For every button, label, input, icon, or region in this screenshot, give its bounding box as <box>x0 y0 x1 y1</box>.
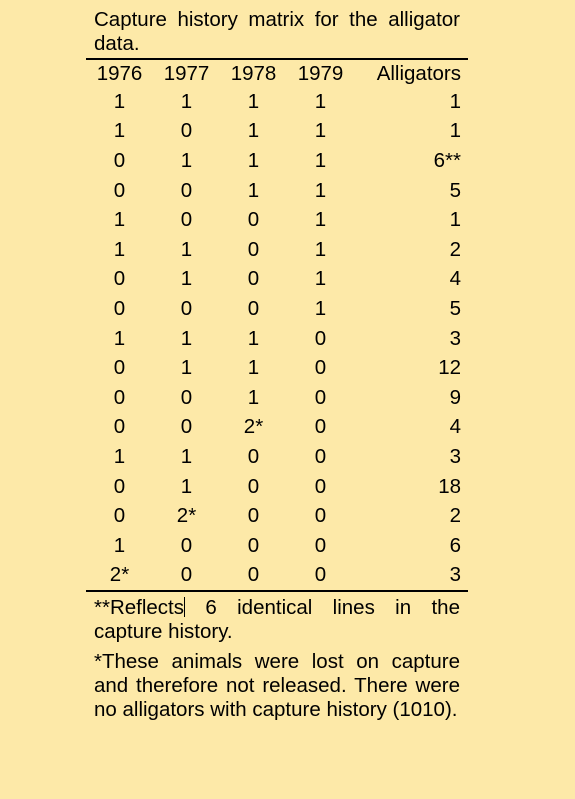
cell-year-1977: 0 <box>180 178 193 202</box>
cell-year-1979: 1 <box>314 208 327 232</box>
cell-alligators: 6** <box>433 148 461 172</box>
table-row <box>86 87 468 117</box>
cell-year-1977: 1 <box>180 237 193 261</box>
cell-year-1979: 0 <box>314 356 327 380</box>
cell-year-1979: 0 <box>314 385 327 409</box>
cell-alligators: 5 <box>449 296 461 320</box>
cell-year-1978: 2* <box>243 415 264 439</box>
cell-alligators: 9 <box>449 385 461 409</box>
table-body <box>86 87 468 590</box>
header-1979: 1979 <box>297 61 344 85</box>
cell-alligators: 18 <box>438 474 461 498</box>
cell-year-1977: 2* <box>176 504 197 528</box>
header-1978: 1978 <box>230 61 277 85</box>
table-caption: Capture history matrix for the alligator data. <box>94 8 460 55</box>
table-row <box>86 294 468 324</box>
table-row <box>86 205 468 235</box>
table-row <box>86 324 468 354</box>
cell-alligators: 1 <box>449 119 461 143</box>
header-1977: 1977 <box>163 61 210 85</box>
table-row <box>86 235 468 265</box>
cell-year-1978: 1 <box>247 148 260 172</box>
cell-year-1977: 0 <box>180 563 193 587</box>
cell-year-1976: 0 <box>113 415 126 439</box>
table-row <box>86 117 468 147</box>
header-alligators: Alligators <box>376 61 461 85</box>
cell-year-1976: 0 <box>113 385 126 409</box>
cell-year-1978: 0 <box>247 563 260 587</box>
cell-year-1979: 1 <box>314 89 327 113</box>
cell-year-1977: 0 <box>180 533 193 557</box>
cell-year-1978: 0 <box>247 533 260 557</box>
cell-year-1977: 0 <box>180 208 193 232</box>
cell-year-1977: 1 <box>180 356 193 380</box>
table-row <box>86 442 468 472</box>
cell-year-1976: 1 <box>113 119 126 143</box>
cell-year-1976: 1 <box>113 533 126 557</box>
cell-year-1976: 1 <box>113 89 126 113</box>
cell-year-1977: 1 <box>180 148 193 172</box>
table-row <box>86 383 468 413</box>
table-row <box>86 501 468 531</box>
table-bottom-rule <box>86 590 468 592</box>
capture-history-panel <box>86 8 468 728</box>
cell-year-1977: 1 <box>180 89 193 113</box>
cell-year-1979: 1 <box>314 178 327 202</box>
cell-year-1978: 1 <box>247 326 260 350</box>
cell-year-1978: 0 <box>247 444 260 468</box>
cell-year-1977: 1 <box>180 326 193 350</box>
cell-alligators: 2 <box>449 237 461 261</box>
capture-history-table <box>86 60 468 590</box>
cell-year-1977: 1 <box>180 267 193 291</box>
cell-year-1976: 0 <box>113 148 126 172</box>
cell-year-1976: 1 <box>113 444 126 468</box>
cell-year-1976: 1 <box>113 237 126 261</box>
cell-alligators: 2 <box>449 504 461 528</box>
cell-year-1977: 1 <box>180 474 193 498</box>
footnote-single-asterisk: *These animals were lost on capture and therefore not released. There were no alligators with capture history (1010). <box>94 650 460 722</box>
cell-year-1977: 0 <box>180 385 193 409</box>
cell-alligators: 3 <box>449 326 461 350</box>
cell-year-1976: 2* <box>109 563 130 587</box>
cell-year-1976: 1 <box>113 326 126 350</box>
footnote-1-start: **Reflects <box>94 596 185 620</box>
table-row <box>86 146 468 176</box>
cell-year-1978: 1 <box>247 119 260 143</box>
cell-year-1979: 0 <box>314 563 327 587</box>
cell-year-1978: 0 <box>247 296 260 320</box>
table-row <box>86 531 468 561</box>
cell-year-1979: 1 <box>314 296 327 320</box>
cell-year-1976: 1 <box>113 208 126 232</box>
cell-year-1978: 1 <box>247 385 260 409</box>
cell-year-1978: 0 <box>247 237 260 261</box>
cell-year-1979: 0 <box>314 533 327 557</box>
cell-alligators: 3 <box>449 563 461 587</box>
cell-year-1979: 1 <box>314 148 327 172</box>
cell-year-1978: 1 <box>247 356 260 380</box>
cell-year-1978: 1 <box>247 178 260 202</box>
cell-alligators: 4 <box>449 415 461 439</box>
cell-year-1977: 0 <box>180 119 193 143</box>
cell-year-1979: 0 <box>314 444 327 468</box>
footnote-double-asterisk <box>94 596 460 644</box>
table-row <box>86 561 468 591</box>
cell-alligators: 4 <box>449 267 461 291</box>
cell-alligators: 5 <box>449 178 461 202</box>
cell-alligators: 3 <box>449 444 461 468</box>
cell-year-1976: 0 <box>113 178 126 202</box>
cell-year-1978: 0 <box>247 267 260 291</box>
table-row <box>86 353 468 383</box>
cell-alligators: 12 <box>438 356 461 380</box>
cell-year-1979: 0 <box>314 504 327 528</box>
cell-year-1976: 0 <box>113 474 126 498</box>
cell-alligators: 6 <box>449 533 461 557</box>
cell-year-1977: 1 <box>180 444 193 468</box>
cell-alligators: 1 <box>449 208 461 232</box>
cell-year-1977: 0 <box>180 296 193 320</box>
cell-year-1979: 0 <box>314 326 327 350</box>
table-row <box>86 265 468 295</box>
cell-alligators: 1 <box>449 89 461 113</box>
table-row <box>86 413 468 443</box>
table-row <box>86 472 468 502</box>
cell-year-1977: 0 <box>180 415 193 439</box>
cell-year-1979: 0 <box>314 415 327 439</box>
table-notes <box>94 596 460 722</box>
table-row <box>86 176 468 206</box>
cell-year-1979: 0 <box>314 474 327 498</box>
cell-year-1976: 0 <box>113 267 126 291</box>
cell-year-1976: 0 <box>113 356 126 380</box>
cell-year-1976: 0 <box>113 296 126 320</box>
table-header-row <box>86 60 468 87</box>
cell-year-1978: 1 <box>247 89 260 113</box>
header-1976: 1976 <box>96 61 143 85</box>
cell-year-1978: 0 <box>247 474 260 498</box>
cell-year-1976: 0 <box>113 504 126 528</box>
cell-year-1978: 0 <box>247 208 260 232</box>
cell-year-1979: 1 <box>314 267 327 291</box>
cell-year-1979: 1 <box>314 237 327 261</box>
footnote-1-end: 6 identical lines in the capture history. <box>94 596 460 644</box>
cell-year-1978: 0 <box>247 504 260 528</box>
cell-year-1979: 1 <box>314 119 327 143</box>
